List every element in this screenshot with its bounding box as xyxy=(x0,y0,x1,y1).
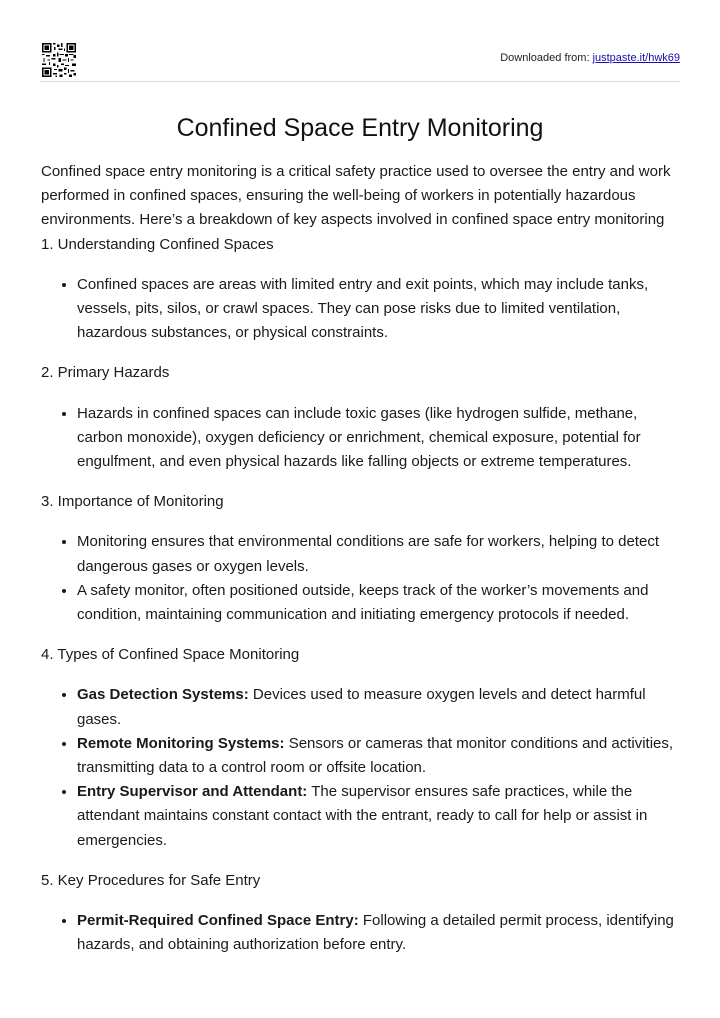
section-heading: 3. Importance of Monitoring xyxy=(41,493,224,511)
list-item-text: Following a detailed permit process, identifying hazards, and obtaining authorization before entry. xyxy=(77,912,674,954)
list-item-text: A safety monitor, often positioned outside, keeps track of the worker’s movements and condition, maintaining communication and initiating emergency protocols if needed. xyxy=(77,581,649,624)
list-item xyxy=(77,780,679,853)
bullet-list xyxy=(41,530,679,627)
sections xyxy=(41,233,679,958)
list-item xyxy=(77,579,679,627)
section-heading: 1. Understanding Confined Spaces xyxy=(41,235,274,253)
bullet-list xyxy=(41,909,679,957)
intro-paragraph: Confined space entry monitoring is a critical safety practice used to oversee the entry and work performed in confined spaces, ensuring the well-being of workers in potentially hazardous environments. Here’s a breakdown of key aspects involved in confined space entry monitoring xyxy=(41,163,671,229)
list-item xyxy=(77,273,679,346)
section-heading: 5. Key Procedures for Safe Entry xyxy=(41,871,261,889)
downloaded-from xyxy=(500,52,680,64)
header-divider xyxy=(40,81,680,82)
list-item-text: Sensors or cameras that monitor conditions and activities, transmitting data to a control room or offsite location. xyxy=(77,734,674,777)
list-item-text: Monitoring ensures that environmental conditions are safe for workers, helping to detect dangerous gases or oxygen levels. xyxy=(77,533,659,575)
bullet-list xyxy=(41,683,679,852)
list-item xyxy=(77,732,679,780)
list-item xyxy=(77,909,679,957)
list-item xyxy=(77,402,679,475)
list-item-term: Entry Supervisor and Attendant: xyxy=(77,783,308,801)
downloaded-prefix: Downloaded from: xyxy=(500,52,593,64)
page-title: Confined Space Entry Monitoring xyxy=(176,114,544,142)
list-item xyxy=(77,530,679,578)
list-item-text: Hazards in confined spaces can include toxic gases (like hydrogen sulfide, methane, carbon monoxide), oxygen deficiency or enrichment, chemical exposure, potential for engulfment, and even physical hazards like falling objects or extreme temperatures. xyxy=(77,404,641,471)
section-heading: 4. Types of Confined Space Monitoring xyxy=(41,646,300,664)
list-item-text: The supervisor ensures safe practices, while the attendant maintains constant contact with the entrant, ready to call for help or assist in emergencies. xyxy=(77,783,648,849)
source-link[interactable]: justpaste.it/hwk69 xyxy=(592,52,680,64)
bullet-list xyxy=(41,273,679,346)
list-item-text: Confined spaces are areas with limited entry and exit points, which may include tanks, vessels, pits, silos, or crawl spaces. They can pose risks due to limited ventilation, hazardous substances, or physical constraints. xyxy=(77,275,649,342)
section-heading: 2. Primary Hazards xyxy=(41,364,170,382)
article-body xyxy=(41,160,679,973)
qr-code-icon xyxy=(42,43,76,77)
page-header xyxy=(40,43,680,81)
list-item-text: Devices used to measure oxygen levels and detect harmful gases. xyxy=(77,686,646,728)
bullet-list xyxy=(41,402,679,475)
list-item-term: Remote Monitoring Systems: xyxy=(77,734,285,752)
list-item xyxy=(77,683,679,731)
list-item-term: Gas Detection Systems: xyxy=(77,686,249,704)
list-item-term: Permit-Required Confined Space Entry: xyxy=(77,912,359,930)
